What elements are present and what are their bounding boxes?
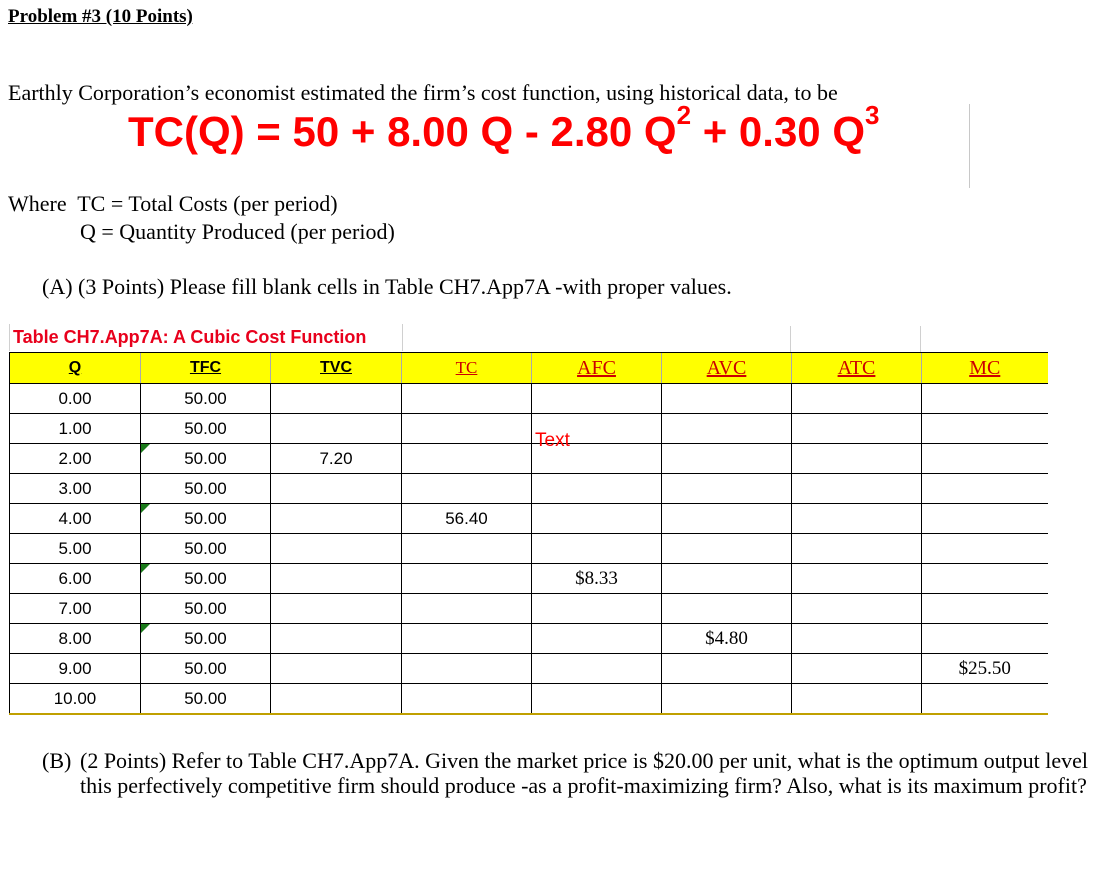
header-tc: TC: [402, 353, 532, 384]
cell-q[interactable]: 10.00: [10, 684, 141, 715]
cost-table: [9, 352, 1048, 715]
cell-mc[interactable]: $25.50: [922, 654, 1048, 684]
cell-tc[interactable]: 56.40: [402, 504, 532, 534]
cell-tfc[interactable]: 50.00: [141, 654, 271, 684]
cell-q[interactable]: 8.00: [10, 624, 141, 654]
problem-title: Problem #3 (10 Points): [8, 6, 193, 27]
cell-atc[interactable]: [792, 414, 922, 444]
part-b-text: (2 Points) Refer to Table CH7.App7A. Given the market price is $20.00 per unit, what is the optimum output level this perfectively competitive firm should produce -as a profit-maximizing firm? Also, what is its maximum profit?: [80, 748, 1089, 798]
cell-mc[interactable]: [922, 444, 1048, 474]
cell-avc[interactable]: [662, 684, 792, 715]
cell-q[interactable]: 5.00: [10, 534, 141, 564]
cell-atc[interactable]: [792, 444, 922, 474]
table-row: [10, 654, 1048, 684]
cell-afc[interactable]: [532, 474, 662, 504]
cell-atc[interactable]: [792, 504, 922, 534]
cell-mc[interactable]: [922, 594, 1048, 624]
cell-tfc[interactable]: 50.00: [141, 624, 271, 654]
part-a-question: (A) (3 Points) Please fill blank cells in Table CH7.App7A -with proper values.: [42, 274, 732, 299]
cell-tc[interactable]: [402, 564, 532, 594]
cell-avc[interactable]: [662, 414, 792, 444]
cell-q[interactable]: 3.00: [10, 474, 141, 504]
cell-mc[interactable]: [922, 564, 1048, 594]
header-tfc: TFC: [141, 353, 271, 384]
cell-tc[interactable]: [402, 414, 532, 444]
cell-tc[interactable]: [402, 624, 532, 654]
intro-text: Earthly Corporation’s economist estimated the firm’s cost function, using historical data, to be: [8, 80, 838, 105]
table-row: [10, 684, 1048, 715]
cell-avc[interactable]: [662, 474, 792, 504]
text-cursor-bar: [969, 104, 970, 188]
cell-tc[interactable]: [402, 534, 532, 564]
header-q: Q: [10, 353, 141, 384]
cell-tfc[interactable]: 50.00: [141, 504, 271, 534]
table-row: [10, 504, 1048, 534]
cell-avc[interactable]: [662, 504, 792, 534]
cell-mc[interactable]: [922, 624, 1048, 654]
cell-tvc[interactable]: [271, 594, 402, 624]
cell-q[interactable]: 1.00: [10, 414, 141, 444]
header-tvc: TVC: [271, 353, 402, 384]
comment-marker-icon: [141, 504, 150, 513]
cell-tfc[interactable]: 50.00: [141, 414, 271, 444]
comment-marker-icon: [141, 624, 150, 633]
cell-atc[interactable]: [792, 594, 922, 624]
cell-avc[interactable]: [662, 564, 792, 594]
cell-tvc[interactable]: [271, 654, 402, 684]
cell-tc[interactable]: [402, 474, 532, 504]
cell-atc[interactable]: [792, 474, 922, 504]
cell-mc[interactable]: [922, 534, 1048, 564]
cell-afc[interactable]: [532, 654, 662, 684]
cell-tfc[interactable]: 50.00: [141, 594, 271, 624]
cell-avc[interactable]: [662, 444, 792, 474]
cell-q[interactable]: 6.00: [10, 564, 141, 594]
cell-avc[interactable]: [662, 594, 792, 624]
cell-tc[interactable]: [402, 384, 532, 414]
table-row: [10, 534, 1048, 564]
definition-tc: Where TC = Total Costs (per period): [8, 191, 338, 216]
cell-tvc[interactable]: [271, 384, 402, 414]
formula-exponent-2: 2: [676, 100, 692, 130]
table-row: [10, 444, 1048, 474]
comment-marker-icon: [141, 564, 150, 573]
cell-afc[interactable]: [532, 384, 662, 414]
cell-tvc[interactable]: 7.20: [271, 444, 402, 474]
cell-avc[interactable]: [662, 534, 792, 564]
table-row: [10, 624, 1048, 654]
cell-atc[interactable]: [792, 624, 922, 654]
cell-mc[interactable]: [922, 504, 1048, 534]
cell-afc[interactable]: [532, 534, 662, 564]
cell-q[interactable]: 0.00: [10, 384, 141, 414]
cell-afc[interactable]: [532, 594, 662, 624]
cell-q[interactable]: 4.00: [10, 504, 141, 534]
cell-mc[interactable]: [922, 414, 1048, 444]
cost-function-formula: [128, 100, 880, 156]
header-atc: ATC: [792, 353, 922, 384]
header-avc: AVC: [662, 353, 792, 384]
cell-afc[interactable]: [532, 430, 662, 474]
formula-part-1: TC(Q) = 50 + 8.00 Q - 2.80 Q: [128, 108, 677, 155]
cell-tfc[interactable]: 50.00: [141, 534, 271, 564]
table-row: [10, 594, 1048, 624]
definition-q: Q = Quantity Produced (per period): [80, 219, 395, 244]
cell-afc[interactable]: [532, 504, 662, 534]
cell-avc[interactable]: [662, 384, 792, 414]
cell-mc[interactable]: [922, 384, 1048, 414]
table-row: [10, 384, 1048, 414]
cell-tfc[interactable]: 50.00: [141, 564, 271, 594]
cell-avc[interactable]: [662, 654, 792, 684]
part-b-label: (B): [42, 748, 72, 773]
formula-part-2: + 0.30 Q: [691, 108, 865, 155]
cell-atc[interactable]: [792, 654, 922, 684]
table-header-row: [10, 353, 1048, 384]
cell-tc[interactable]: [402, 444, 532, 474]
cell-atc[interactable]: [792, 384, 922, 414]
cell-tvc[interactable]: [271, 534, 402, 564]
cell-tc[interactable]: [402, 654, 532, 684]
cell-avc[interactable]: $4.80: [662, 624, 792, 654]
cell-mc[interactable]: [922, 684, 1048, 715]
stray-text-box[interactable]: Text: [535, 430, 570, 451]
cell-tvc[interactable]: [271, 684, 402, 715]
cell-atc[interactable]: [792, 564, 922, 594]
cell-tvc[interactable]: [271, 414, 402, 444]
cell-tvc[interactable]: [271, 504, 402, 534]
cell-tvc[interactable]: [271, 624, 402, 654]
cell-tfc[interactable]: 50.00: [141, 474, 271, 504]
header-mc: MC: [922, 353, 1048, 384]
part-b-question: [42, 748, 1092, 798]
cell-afc[interactable]: $8.33: [532, 564, 662, 594]
cell-atc[interactable]: [792, 534, 922, 564]
cell-tc[interactable]: [402, 594, 532, 624]
caption-gridline: [920, 326, 921, 352]
cell-tfc[interactable]: 50.00: [141, 384, 271, 414]
cell-q[interactable]: 9.00: [10, 654, 141, 684]
cell-mc[interactable]: [922, 474, 1048, 504]
cell-tc[interactable]: [402, 684, 532, 715]
formula-exponent-3: 3: [865, 100, 880, 130]
table-row: [10, 564, 1048, 594]
cell-afc[interactable]: [532, 684, 662, 715]
cell-tvc[interactable]: [271, 474, 402, 504]
cell-tfc[interactable]: 50.00: [141, 444, 271, 474]
cell-atc[interactable]: [792, 684, 922, 715]
caption-gridline: [790, 326, 791, 352]
header-afc: AFC: [532, 353, 662, 384]
table-caption: Table CH7.App7A: A Cubic Cost Function: [13, 327, 367, 347]
cell-tfc[interactable]: 50.00: [141, 684, 271, 715]
cell-q[interactable]: 2.00: [10, 444, 141, 474]
table-row: [10, 474, 1048, 504]
cell-tvc[interactable]: [271, 564, 402, 594]
table-row: [10, 414, 1048, 444]
cell-afc[interactable]: [532, 624, 662, 654]
cell-q[interactable]: 7.00: [10, 594, 141, 624]
comment-marker-icon: [141, 444, 150, 453]
